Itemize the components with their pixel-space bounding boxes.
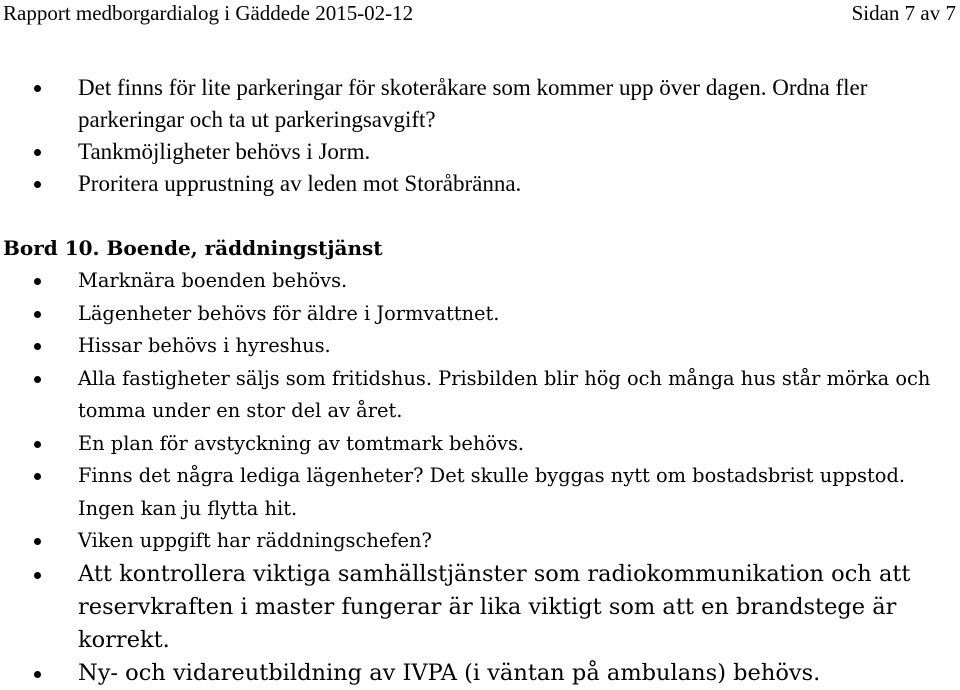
list-item xyxy=(0,168,960,200)
intro-bullet-list xyxy=(0,72,960,200)
list-item-text: Finns det några lediga lägenheter? Det skulle byggas nytt om bostadsbrist uppstod. Ingen kan ju flytta hit. xyxy=(78,464,906,520)
list-item xyxy=(0,136,960,168)
list-item-text: Proritera upprustning av leden mot Storåbränna. xyxy=(78,171,522,196)
bullet-icon xyxy=(34,538,41,545)
list-item-text: Lägenheter behövs för äldre i Jormvattnet. xyxy=(78,301,500,325)
bullet-icon xyxy=(34,441,41,448)
list-item-text: Ny- och vidareutbildning av IVPA (i väntan på ambulans) behövs. xyxy=(78,659,821,686)
bullet-icon xyxy=(34,572,41,579)
list-item xyxy=(0,265,960,298)
bullet-icon xyxy=(34,343,41,350)
list-item xyxy=(0,72,960,136)
report-title: Rapport medborgardialog i Gäddede 2015-02-12 xyxy=(3,1,414,25)
bullet-icon xyxy=(34,149,41,156)
bullet-icon xyxy=(34,473,41,480)
list-item xyxy=(0,330,960,363)
list-item-text: Att kontrollera viktiga samhällstjänster som radiokommunikation och att reservkraften i master fungerar är lika viktigt som att en brandstege är korrekt. xyxy=(78,560,911,653)
list-item-text: Tankmöjligheter behövs i Jorm. xyxy=(78,139,371,164)
page-header xyxy=(0,0,960,30)
list-item xyxy=(0,298,960,331)
bullet-icon xyxy=(34,278,41,285)
bullet-icon xyxy=(34,85,41,92)
list-item-text: Det finns för lite parkeringar för skoteråkare som kommer upp över dagen. Ordna fler parkeringar och ta ut parkeringsavgift? xyxy=(78,75,868,132)
section-heading: Bord 10. Boende, räddningstjänst xyxy=(3,236,383,260)
list-item xyxy=(0,525,960,558)
page-number: Sidan 7 av 7 xyxy=(851,1,956,25)
list-item-text: En plan för avstyckning av tomtmark behövs. xyxy=(78,431,525,455)
bullet-icon xyxy=(34,376,41,383)
list-item xyxy=(0,363,960,428)
bullet-icon xyxy=(34,311,41,318)
list-item-text: Hissar behövs i hyreshus. xyxy=(78,334,331,357)
list-item xyxy=(0,558,960,657)
bullet-icon xyxy=(34,181,41,188)
list-item xyxy=(0,460,960,525)
section-bullet-list xyxy=(0,265,960,690)
list-item-text: Marknära boenden behövs. xyxy=(78,269,348,292)
list-item xyxy=(0,428,960,461)
list-item-text: Viken uppgift har räddningschefen? xyxy=(78,529,432,552)
bullet-icon xyxy=(34,671,41,678)
list-item-text: Alla fastigheter säljs som fritidshus. Prisbilden blir hög och många hus står mörka och tomma under en stor del av året. xyxy=(78,366,931,422)
